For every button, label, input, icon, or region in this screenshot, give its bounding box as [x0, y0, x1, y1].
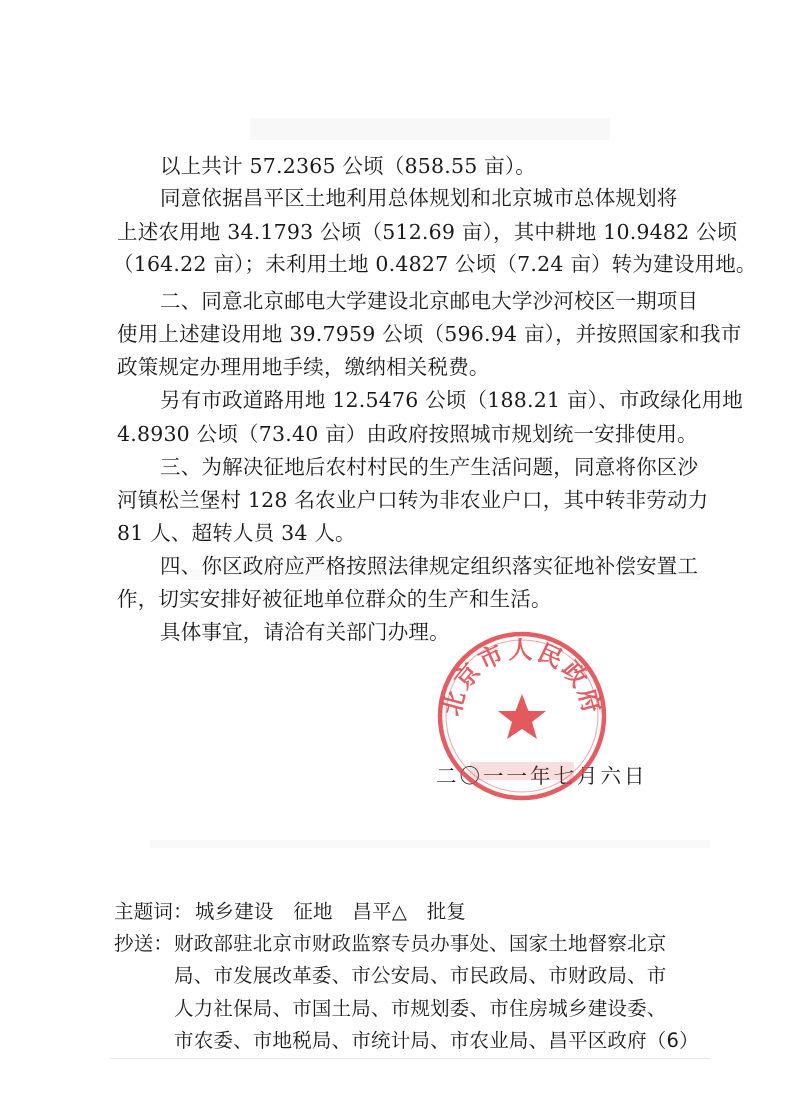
- cc-line: 市农委、市地税局、市统计局、市农业局、昌平区政府（6）: [174, 1029, 699, 1052]
- keywords-label: 主题词：: [114, 900, 193, 923]
- cc-line: 财政部驻北京市财政监察专员办事处、国家土地督察北京: [174, 932, 667, 955]
- seal-star: [498, 694, 546, 739]
- cc-line: 局、市发展改革委、市公安局、市民政局、市财政局、市: [174, 964, 667, 987]
- body-line: 四、你区政府应严格按照法律规定组织落实征地补偿安置工: [160, 554, 699, 578]
- cc-label: 抄送：: [114, 932, 174, 955]
- body-line: 使用上述建设用地 39.7959 公顷（596.94 亩），并按照国家和我市: [117, 322, 742, 346]
- show-through-mark: [250, 118, 610, 140]
- body-line: 政策规定办理用地手续，缴纳相关税费。: [117, 355, 490, 379]
- issue-date: 二〇一一年七月六日: [436, 764, 648, 788]
- body-line: 作，切实安排好被征地单位群众的生产和生活。: [117, 587, 552, 611]
- show-through-mark: [150, 840, 710, 848]
- body-line: （164.22 亩）；未利用土地 0.4827 公顷（7.24 亩）转为建设用地。: [113, 252, 757, 276]
- body-line: 以上共计 57.2365 公顷（858.55 亩）。: [160, 154, 537, 178]
- body-line: 4.8930 公顷（73.40 亩）由政府按照城市规划统一安排使用。: [117, 422, 698, 446]
- official-seal-stamp: [434, 628, 610, 804]
- keywords-value: 城乡建设 征地 昌平△ 批复: [194, 900, 467, 923]
- svg-text:北京市人民政府: 北京市人民政府: [436, 635, 608, 719]
- body-line: 具体事宜，请洽有关部门办理。: [160, 620, 450, 644]
- body-line: 河镇松兰堡村 128 名农业户口转为非农业户口，其中转非劳动力: [117, 488, 709, 512]
- footer-divider: [110, 1058, 710, 1059]
- body-line: 上述农用地 34.1793 公顷（512.69 亩），其中耕地 10.9482 公顷: [117, 220, 738, 244]
- body-line: 同意依据昌平区土地利用总体规划和北京城市总体规划将: [160, 186, 678, 210]
- body-line: 三、为解决征地后农村村民的生产生活问题，同意将你区沙: [160, 455, 699, 479]
- keywords-line: [114, 902, 466, 922]
- body-line: 另有市政道路用地 12.5476 公顷（188.21 亩）、市政绿化用地: [160, 388, 744, 412]
- cc-line: 人力社保局、市国土局、市规划委、市住房城乡建设委、: [174, 997, 667, 1020]
- body-line: 81 人、超转人员 34 人。: [117, 521, 356, 545]
- body-line: 二、同意北京邮电大学建设北京邮电大学沙河校区一期项目: [160, 289, 699, 313]
